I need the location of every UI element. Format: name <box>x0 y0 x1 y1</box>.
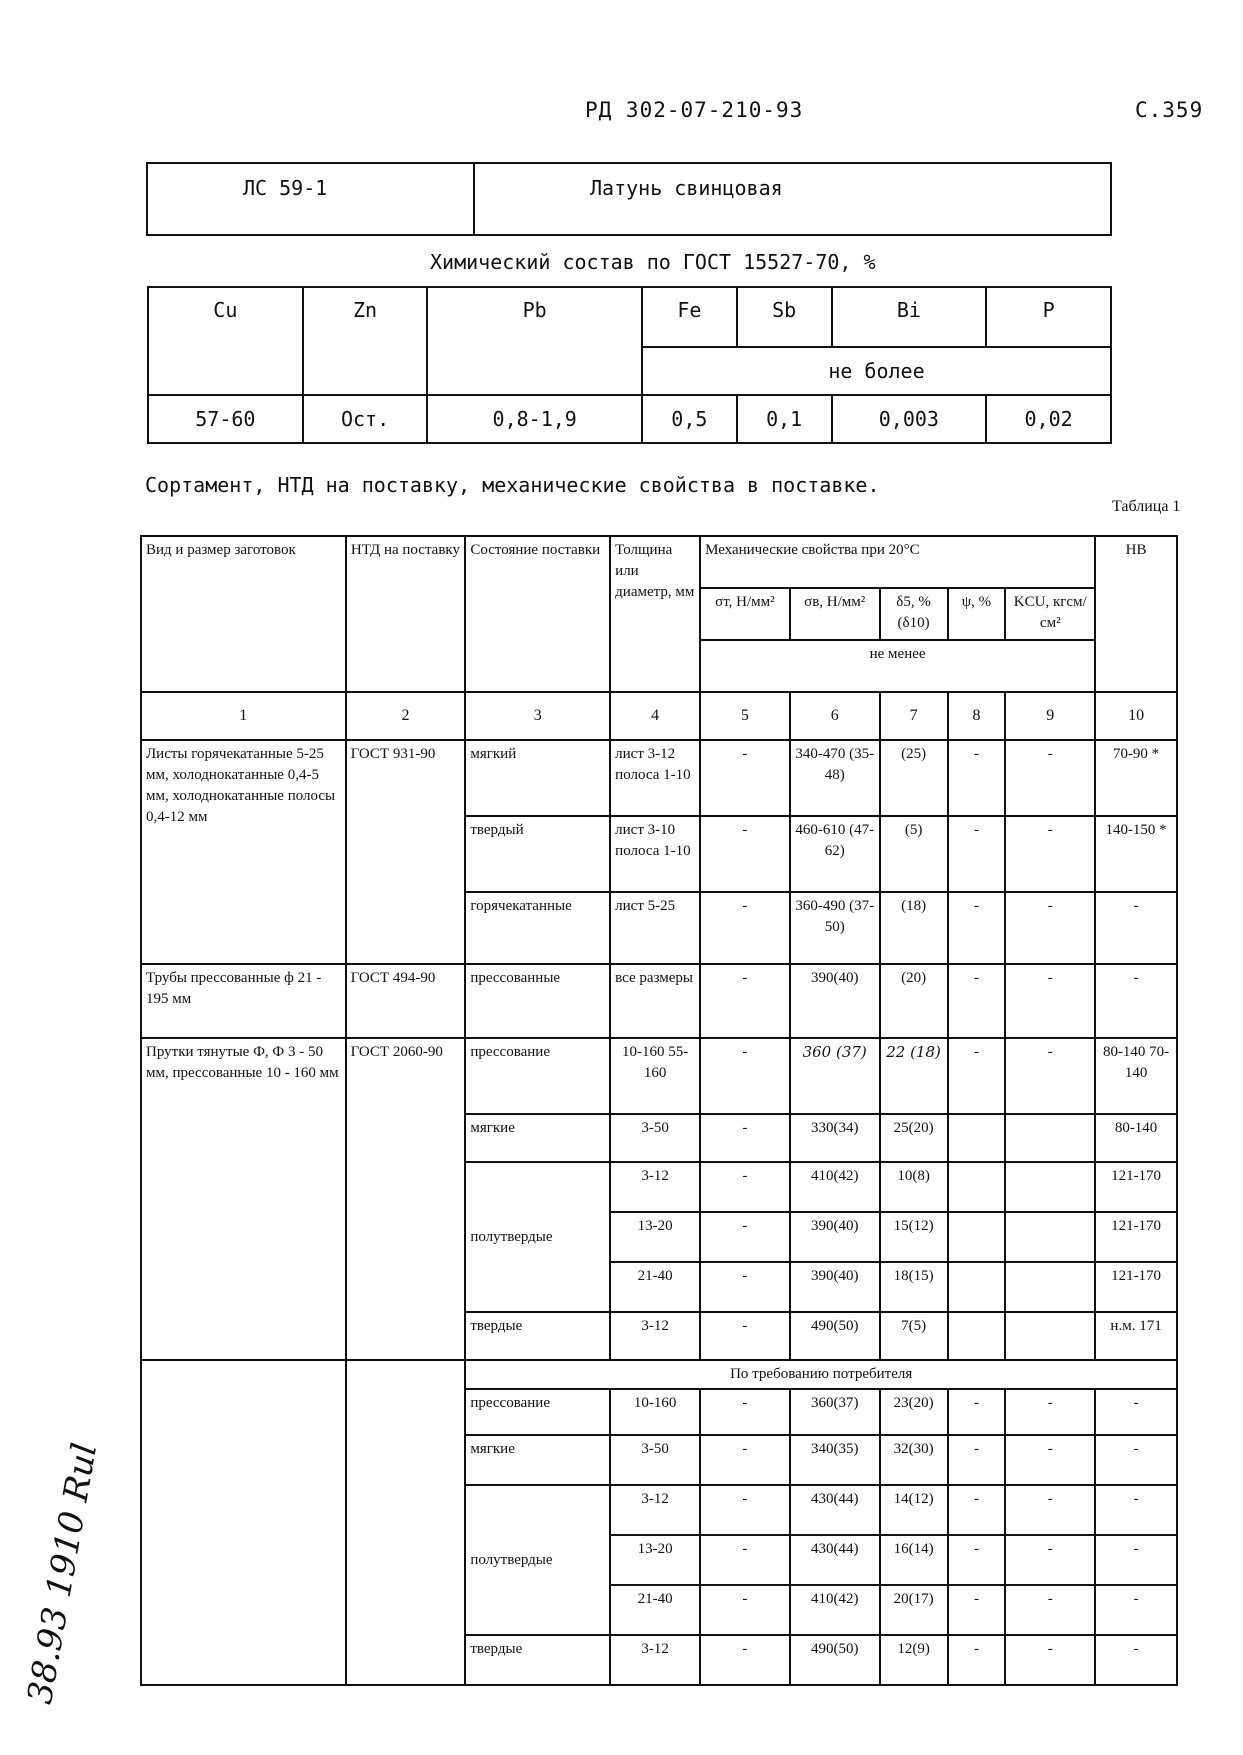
header-psi: ψ, % <box>948 588 1006 640</box>
sigma-t-cell: - <box>700 1162 790 1212</box>
sigma-t-cell: - <box>700 1585 790 1635</box>
state-cell: мягкий <box>465 740 610 816</box>
col-number: 9 <box>1005 692 1095 740</box>
header-delta: δ5, % (δ10) <box>880 588 948 640</box>
size-cell: 3-12 <box>610 1312 700 1360</box>
col-number: 8 <box>948 692 1006 740</box>
psi-cell <box>948 1312 1006 1360</box>
size-cell: лист 3-12 полоса 1-10 <box>610 740 700 816</box>
state-cell: мягкие <box>465 1114 610 1162</box>
header-ntd: НТД на поставку <box>346 536 466 692</box>
handwritten-side-note: 38.93 1910 Rul <box>20 1440 106 1707</box>
col-number: 3 <box>465 692 610 740</box>
delta-cell: 14(12) <box>880 1485 948 1535</box>
size-cell: 3-12 <box>610 1635 700 1685</box>
consumer-note: По требованию потребителя <box>465 1360 1177 1389</box>
header-kcu: KCU, кгсм/см² <box>1005 588 1095 640</box>
psi-cell <box>948 1262 1006 1312</box>
kind-sheets: Листы горячекатанные 5-25 мм, холоднокатанные 0,4-5 мм, холоднокатанные полосы 0,4-12 мм <box>141 740 346 964</box>
header-thickness: Толщина или диаметр, мм <box>610 536 700 692</box>
delta-cell: (25) <box>880 740 948 816</box>
psi-cell <box>948 1162 1006 1212</box>
delta-cell: 20(17) <box>880 1585 948 1635</box>
sigma-t-cell: - <box>700 816 790 892</box>
chem-value: 0,02 <box>986 395 1111 443</box>
ntd-bars: ГОСТ 2060-90 <box>346 1038 466 1360</box>
hb-cell: - <box>1095 964 1177 1038</box>
col-number: 1 <box>141 692 346 740</box>
sigma-v-cell: 390(40) <box>790 1262 880 1312</box>
hb-cell: 121-170 <box>1095 1262 1177 1312</box>
sigma-t-cell: - <box>700 1535 790 1585</box>
chem-limit-note: не более <box>642 347 1111 395</box>
delta-cell: 23(20) <box>880 1389 948 1435</box>
hb-cell: 80-140 70-140 <box>1095 1038 1177 1114</box>
sigma-t-cell: - <box>700 1485 790 1535</box>
sigma-t-cell: - <box>700 740 790 816</box>
chem-header-pb: Pb <box>427 287 642 395</box>
size-cell: 3-50 <box>610 1435 700 1485</box>
header-kind: Вид и размер заготовок <box>141 536 346 692</box>
sigma-v-cell: 340(35) <box>790 1435 880 1485</box>
psi-cell: - <box>948 1635 1006 1685</box>
col-number: 10 <box>1095 692 1177 740</box>
sigma-v-cell: 360(37) <box>790 1389 880 1435</box>
kcu-cell: - <box>1005 1535 1095 1585</box>
hb-cell: 80-140 <box>1095 1114 1177 1162</box>
psi-cell: - <box>948 816 1006 892</box>
chem-value: 0,8-1,9 <box>427 395 642 443</box>
mechanical-table <box>140 535 1178 1686</box>
size-cell: 13-20 <box>610 1535 700 1585</box>
delta-cell: 32(30) <box>880 1435 948 1485</box>
sigma-t-cell: - <box>700 1389 790 1435</box>
chem-value: Ост. <box>303 395 428 443</box>
psi-cell: - <box>948 1038 1006 1114</box>
delta-cell: 7(5) <box>880 1312 948 1360</box>
header-state: Состояние поставки <box>465 536 610 692</box>
sigma-t-cell: - <box>700 1114 790 1162</box>
hb-cell: - <box>1095 1435 1177 1485</box>
kcu-cell: - <box>1005 1585 1095 1635</box>
size-cell: 10-160 <box>610 1389 700 1435</box>
kcu-cell <box>1005 1114 1095 1162</box>
size-cell: 21-40 <box>610 1262 700 1312</box>
psi-cell: - <box>948 1535 1006 1585</box>
hb-cell: 70-90 * <box>1095 740 1177 816</box>
psi-cell: - <box>948 1585 1006 1635</box>
kind-consumer-empty <box>141 1360 346 1685</box>
kcu-cell <box>1005 1212 1095 1262</box>
psi-cell: - <box>948 892 1006 964</box>
psi-cell: - <box>948 1389 1006 1435</box>
ntd-sheets: ГОСТ 931-90 <box>346 740 466 964</box>
sigma-t-cell: - <box>700 1262 790 1312</box>
chem-value: 0,5 <box>642 395 737 443</box>
delta-handwritten: 22 (18) <box>880 1038 948 1114</box>
kcu-cell: - <box>1005 1485 1095 1535</box>
grade-name: ЛС 59-1 <box>243 176 328 200</box>
kcu-cell: - <box>1005 1635 1095 1685</box>
sigma-t-cell: - <box>700 964 790 1038</box>
state-cell: твердые <box>465 1635 610 1685</box>
delta-cell: 10(8) <box>880 1162 948 1212</box>
sigma-v-cell: 390(40) <box>790 1212 880 1262</box>
col-number: 6 <box>790 692 880 740</box>
state-cell: прессованные <box>465 964 610 1038</box>
psi-cell: - <box>948 1435 1006 1485</box>
chem-header-zn: Zn <box>303 287 428 395</box>
psi-cell: - <box>948 740 1006 816</box>
size-cell: 3-12 <box>610 1162 700 1212</box>
page-number: С.359 <box>1135 98 1204 122</box>
state-cell: твердые <box>465 1312 610 1360</box>
hb-cell: н.м. 171 <box>1095 1312 1177 1360</box>
sigma-t-cell: - <box>700 892 790 964</box>
size-cell: 3-50 <box>610 1114 700 1162</box>
size-cell: 21-40 <box>610 1585 700 1635</box>
size-cell: лист 3-10 полоса 1-10 <box>610 816 700 892</box>
col-number: 2 <box>346 692 466 740</box>
size-cell: 10-160 55-160 <box>610 1038 700 1114</box>
header-hb: НВ <box>1095 536 1177 692</box>
state-cell: прессование <box>465 1389 610 1435</box>
sigma-v-cell: 410(42) <box>790 1585 880 1635</box>
sigma-t-cell: - <box>700 1435 790 1485</box>
kcu-cell: - <box>1005 964 1095 1038</box>
sigma-t-cell: - <box>700 1635 790 1685</box>
state-cell: горячекатанные <box>465 892 610 964</box>
chem-header-fe: Fe <box>642 287 737 347</box>
delta-cell: (5) <box>880 816 948 892</box>
chemical-title: Химический состав по ГОСТ 15527-70, % <box>430 250 876 274</box>
delta-cell: 16(14) <box>880 1535 948 1585</box>
state-cell: твердый <box>465 816 610 892</box>
delta-cell: 25(20) <box>880 1114 948 1162</box>
size-cell: 3-12 <box>610 1485 700 1535</box>
header-sigma-v: σв, Н/мм² <box>790 588 880 640</box>
kcu-cell: - <box>1005 1038 1095 1114</box>
delta-cell: 15(12) <box>880 1212 948 1262</box>
psi-cell <box>948 1114 1006 1162</box>
header-mech-group: Механические свойства при 20°С <box>700 536 1095 588</box>
chem-header-sb: Sb <box>737 287 832 347</box>
psi-cell <box>948 1212 1006 1262</box>
col-number: 4 <box>610 692 700 740</box>
sigma-v-cell: 490(50) <box>790 1635 880 1685</box>
header-not-less: не менее <box>700 640 1095 692</box>
delta-cell: (18) <box>880 892 948 964</box>
kcu-cell <box>1005 1262 1095 1312</box>
hb-cell: - <box>1095 1635 1177 1685</box>
size-cell: лист 5-25 <box>610 892 700 964</box>
chemical-table <box>147 286 1112 444</box>
grade-divider <box>473 164 475 234</box>
hb-cell: 140-150 * <box>1095 816 1177 892</box>
chem-value: 0,003 <box>832 395 987 443</box>
sigma-t-cell: - <box>700 1312 790 1360</box>
sigma-v-cell: 390(40) <box>790 964 880 1038</box>
hb-cell: - <box>1095 892 1177 964</box>
chem-value: 0,1 <box>737 395 832 443</box>
kcu-cell <box>1005 1162 1095 1212</box>
grade-description: Латунь свинцовая <box>590 176 783 200</box>
chem-header-bi: Bi <box>832 287 987 347</box>
col-number: 7 <box>880 692 948 740</box>
delta-cell: 18(15) <box>880 1262 948 1312</box>
sigma-v-cell: 340-470 (35-48) <box>790 740 880 816</box>
hb-cell: 121-170 <box>1095 1162 1177 1212</box>
header-sigma-t: σт, Н/мм² <box>700 588 790 640</box>
kcu-cell: - <box>1005 740 1095 816</box>
col-number: 5 <box>700 692 790 740</box>
state-semi: полутвердые <box>465 1162 610 1312</box>
document-code: РД 302-07-210-93 <box>585 98 804 122</box>
size-cell: 13-20 <box>610 1212 700 1262</box>
kcu-cell: - <box>1005 1435 1095 1485</box>
delta-cell: (20) <box>880 964 948 1038</box>
kind-tubes: Трубы прессованные ф 21 - 195 мм <box>141 964 346 1038</box>
state-semi-consumer: полутвердые <box>465 1485 610 1635</box>
table-label: Таблица 1 <box>1112 498 1181 515</box>
kcu-cell: - <box>1005 892 1095 964</box>
psi-cell: - <box>948 964 1006 1038</box>
sigma-v-cell: 360-490 (37-50) <box>790 892 880 964</box>
sigma-v-cell: 430(44) <box>790 1535 880 1585</box>
sigma-v-cell: 410(42) <box>790 1162 880 1212</box>
assortment-title: Сортамент, НТД на поставку, механические свойства в поставке. <box>145 473 880 497</box>
grade-box <box>146 162 1112 236</box>
chem-header-p: P <box>986 287 1111 347</box>
hb-cell: - <box>1095 1485 1177 1535</box>
sigma-t-cell: - <box>700 1038 790 1114</box>
sigma-v-handwritten: 360 (37) <box>790 1038 880 1114</box>
size-cell: все размеры <box>610 964 700 1038</box>
hb-cell: - <box>1095 1585 1177 1635</box>
sigma-v-cell: 460-610 (47-62) <box>790 816 880 892</box>
kcu-cell: - <box>1005 816 1095 892</box>
hb-cell: - <box>1095 1389 1177 1435</box>
chem-header-cu: Cu <box>148 287 303 395</box>
sigma-v-cell: 330(34) <box>790 1114 880 1162</box>
ntd-tubes: ГОСТ 494-90 <box>346 964 466 1038</box>
ntd-consumer-empty <box>346 1360 466 1685</box>
sigma-t-cell: - <box>700 1212 790 1262</box>
state-cell: мягкие <box>465 1435 610 1485</box>
hb-cell: 121-170 <box>1095 1212 1177 1262</box>
sigma-v-cell: 490(50) <box>790 1312 880 1360</box>
kcu-cell <box>1005 1312 1095 1360</box>
delta-cell: 12(9) <box>880 1635 948 1685</box>
hb-cell: - <box>1095 1535 1177 1585</box>
kcu-cell: - <box>1005 1389 1095 1435</box>
sigma-v-cell: 430(44) <box>790 1485 880 1535</box>
kind-bars: Прутки тянутые Ф, Ф 3 - 50 мм, прессованные 10 - 160 мм <box>141 1038 346 1360</box>
state-cell: прессование <box>465 1038 610 1114</box>
chem-value: 57-60 <box>148 395 303 443</box>
psi-cell: - <box>948 1485 1006 1535</box>
